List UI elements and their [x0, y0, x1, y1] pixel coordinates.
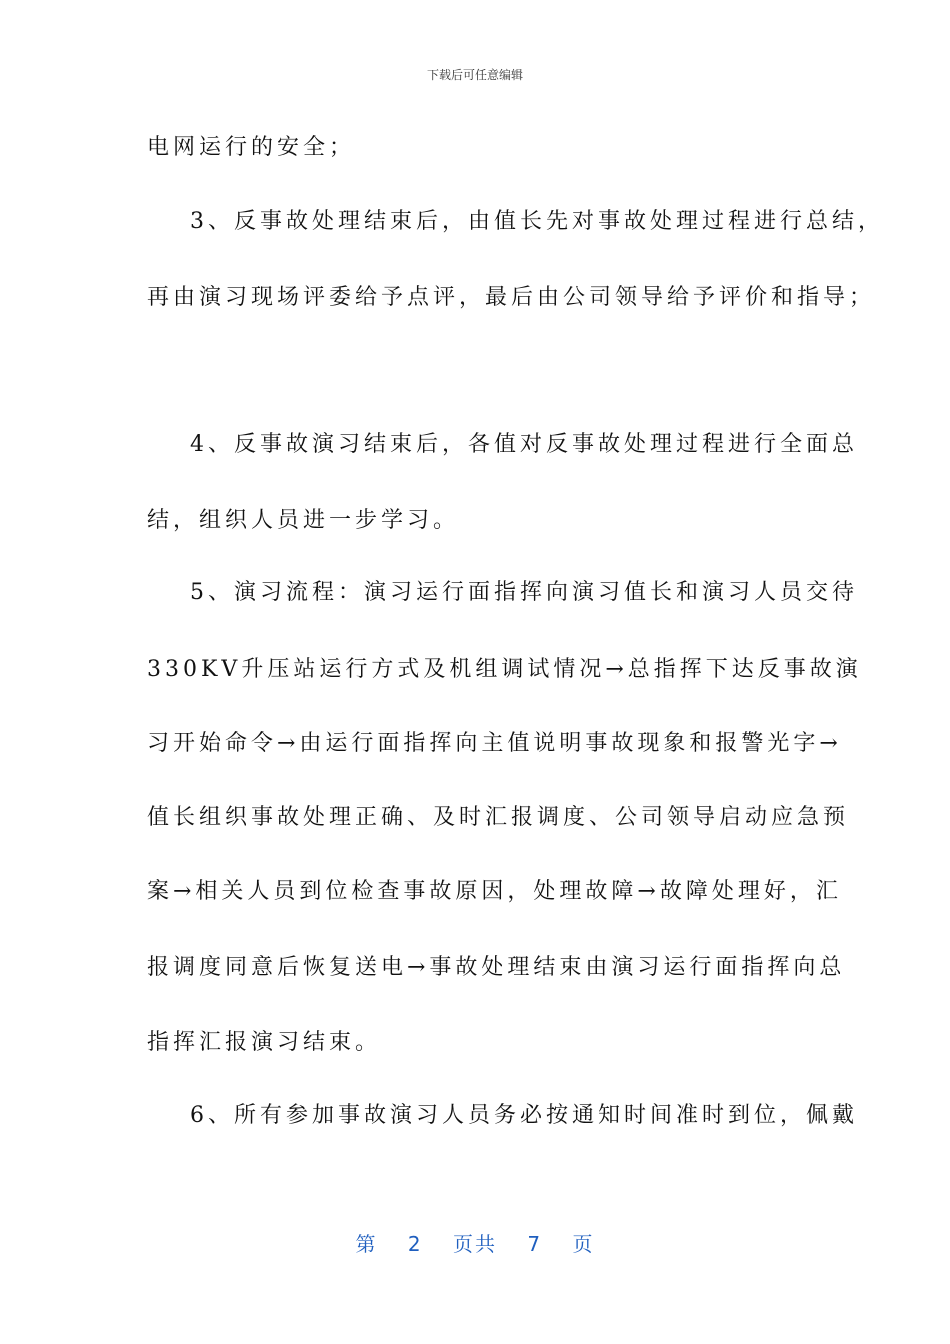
footer-middle: 页共 — [453, 1232, 497, 1256]
paragraph-line: 指挥汇报演习结束。 — [147, 1030, 382, 1055]
paragraph-line: 案→相关人员到位检查事故原因，处理故障→故障处理好，汇 — [147, 879, 842, 904]
paragraph-line: 3、反事故处理结束后，由值长先对事故处理过程进行总结， — [190, 209, 884, 234]
page-footer — [0, 1228, 950, 1257]
paragraph-line: 值长组织事故处理正确、及时汇报调度、公司领导启动应急预 — [147, 805, 850, 830]
footer-prefix: 第 — [355, 1232, 378, 1256]
current-page-number: 2 — [407, 1232, 423, 1256]
paragraph-line: 5、演习流程：演习运行面指挥向演习值长和演习人员交待 — [190, 580, 858, 605]
paragraph-line: 330KV升压站运行方式及机组调试情况→总指挥下达反事故演 — [147, 657, 862, 682]
paragraph-line: 结，组织人员进一步学习。 — [147, 508, 460, 533]
paragraph-line: 再由演习现场评委给予点评，最后由公司领导给予评价和指导； — [147, 285, 876, 310]
paragraph-line: 习开始命令→由运行面指挥向主值说明事故现象和报警光字→ — [147, 731, 842, 756]
total-pages-number: 7 — [527, 1232, 543, 1256]
footer-suffix: 页 — [572, 1232, 595, 1256]
paragraph-line: 6、所有参加事故演习人员务必按通知时间准时到位，佩戴 — [190, 1103, 858, 1128]
paragraph-line: 报调度同意后恢复送电→事故处理结束由演习运行面指挥向总 — [147, 955, 846, 980]
header-note: 下载后可任意编辑 — [426, 68, 523, 82]
paragraph-line: 电网运行的安全； — [147, 135, 356, 160]
paragraph-line: 4、反事故演习结束后，各值对反事故处理过程进行全面总 — [190, 432, 858, 457]
